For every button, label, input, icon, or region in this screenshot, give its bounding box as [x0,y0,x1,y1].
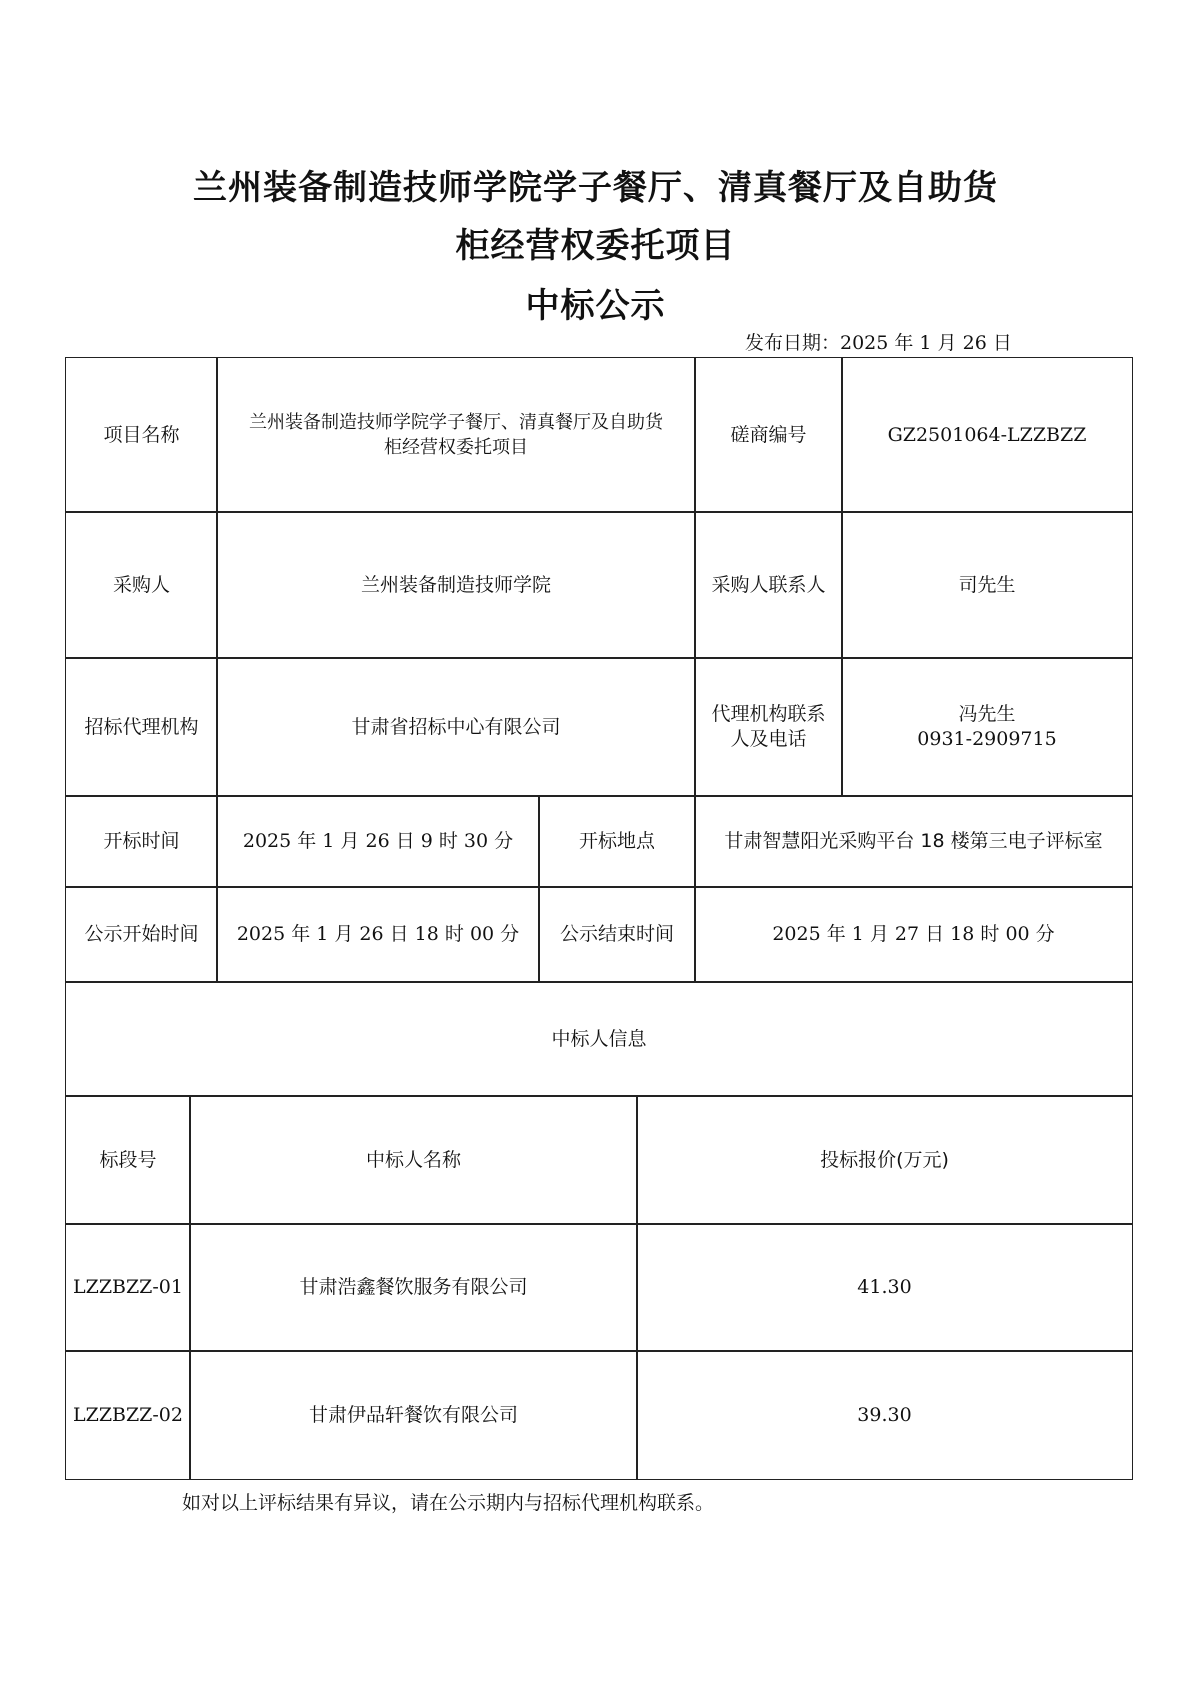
open-place-value: 甘肃智慧阳光采购平台 18 楼第三电子评标室 [694,795,1133,888]
project-name-value: 兰州装备制造技师学院学子餐厅、清真餐厅及自助货 柜经营权委托项目 [216,357,696,513]
notice-start-label: 公示开始时间 [65,886,218,983]
notice-start-value: 2025 年 1 月 26 日 18 时 00 分 [216,886,540,983]
winners-header-name: 中标人名称 [189,1095,638,1225]
winners-header-lot: 标段号 [65,1095,191,1225]
agency-value: 甘肃省招标中心有限公司 [216,657,696,797]
agency-contact-value: 冯先生 0931-2909715 [841,657,1133,797]
table-row-lot: LZZBZZ-02 [65,1350,191,1480]
table-row-price: 39.30 [636,1350,1133,1480]
purchaser-label: 采购人 [65,511,218,659]
purchaser-contact-value: 司先生 [841,511,1133,659]
document-title-line-2: 柜经营权委托项目 [455,226,736,266]
objection-note: 如对以上评标结果有异议，请在公示期内与招标代理机构联系。 [182,1492,715,1514]
table-row-name: 甘肃浩鑫餐饮服务有限公司 [189,1223,638,1352]
open-time-label: 开标时间 [65,795,218,888]
table-row-lot: LZZBZZ-01 [65,1223,191,1352]
agency-label: 招标代理机构 [65,657,218,797]
notice-end-value: 2025 年 1 月 27 日 18 时 00 分 [694,886,1133,983]
open-place-label: 开标地点 [538,795,696,888]
table-row-price: 41.30 [636,1223,1133,1352]
table-row-name: 甘肃伊品轩餐饮有限公司 [189,1350,638,1480]
consult-no-label: 磋商编号 [694,357,843,513]
project-name-label: 项目名称 [65,357,218,513]
consult-no-value: GZ2501064-LZZBZZ [841,357,1133,513]
document-title-line-3: 中标公示 [525,286,666,326]
winners-section-title: 中标人信息 [65,981,1133,1097]
notice-end-label: 公示结束时间 [538,886,696,983]
publish-date: 发布日期：2025 年 1 月 26 日 [745,332,1012,354]
agency-contact-label: 代理机构联系 人及电话 [694,657,843,797]
winners-header-price: 投标报价(万元) [636,1095,1133,1225]
purchaser-contact-label: 采购人联系人 [694,511,843,659]
purchaser-value: 兰州装备制造技师学院 [216,511,696,659]
document-title-line-1: 兰州装备制造技师学院学子餐厅、清真餐厅及自助货 [193,168,998,208]
open-time-value: 2025 年 1 月 26 日 9 时 30 分 [216,795,540,888]
